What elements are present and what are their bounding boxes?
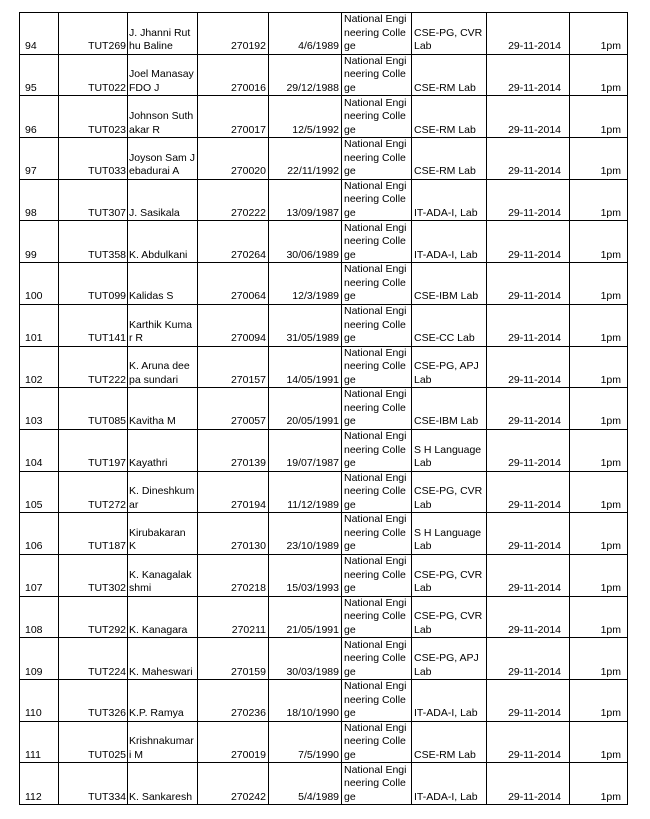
tut-code-cell: TUT358 <box>59 221 128 263</box>
exam-time-cell: 1pm <box>570 596 628 638</box>
exam-time-cell: 1pm <box>570 513 628 555</box>
date-of-birth-cell: 13/09/1987 <box>269 179 342 221</box>
registration-number-cell: 270211 <box>198 596 269 638</box>
registration-number-cell: 270094 <box>198 304 269 346</box>
participant-name-cell: Joel Manasay FDO J <box>128 54 198 96</box>
exam-date-cell: 29-11-2014 <box>487 346 570 388</box>
lab-cell: IT-ADA-I, Lab <box>412 221 487 263</box>
lab-cell: CSE-IBM Lab <box>412 263 487 305</box>
participant-name-cell: K. Kanagalakshmi <box>128 554 198 596</box>
tut-code-cell: TUT269 <box>59 13 128 55</box>
serial-number-cell: 101 <box>20 304 59 346</box>
participant-name-cell: Kayathri <box>128 429 198 471</box>
date-of-birth-cell: 18/10/1990 <box>269 680 342 722</box>
college-cell: National Engineering College <box>342 179 412 221</box>
serial-number-cell: 98 <box>20 179 59 221</box>
lab-cell: CSE-PG, APJ Lab <box>412 638 487 680</box>
serial-number-cell: 99 <box>20 221 59 263</box>
serial-number-cell: 112 <box>20 763 59 805</box>
date-of-birth-cell: 29/12/1988 <box>269 54 342 96</box>
table-row <box>20 346 628 388</box>
exam-time-cell: 1pm <box>570 304 628 346</box>
college-cell: National Engineering College <box>342 638 412 680</box>
participant-name-cell: K. Maheswari <box>128 638 198 680</box>
college-cell: National Engineering College <box>342 54 412 96</box>
date-of-birth-cell: 30/06/1989 <box>269 221 342 263</box>
lab-cell: CSE-RM Lab <box>412 721 487 763</box>
registration-number-cell: 270236 <box>198 680 269 722</box>
tut-code-cell: TUT085 <box>59 388 128 430</box>
exam-time-cell: 1pm <box>570 346 628 388</box>
serial-number-cell: 108 <box>20 596 59 638</box>
participant-name-cell: Johnson Suthakar R <box>128 96 198 138</box>
table-row <box>20 13 628 55</box>
tut-code-cell: TUT307 <box>59 179 128 221</box>
registration-number-cell: 270159 <box>198 638 269 680</box>
serial-number-cell: 104 <box>20 429 59 471</box>
registration-number-cell: 270264 <box>198 221 269 263</box>
tut-code-cell: TUT224 <box>59 638 128 680</box>
tut-code-cell: TUT099 <box>59 263 128 305</box>
tut-code-cell: TUT033 <box>59 138 128 180</box>
college-cell: National Engineering College <box>342 554 412 596</box>
registration-number-cell: 270017 <box>198 96 269 138</box>
college-cell: National Engineering College <box>342 304 412 346</box>
exam-time-cell: 1pm <box>570 13 628 55</box>
lab-cell: S H Language Lab <box>412 513 487 555</box>
serial-number-cell: 106 <box>20 513 59 555</box>
serial-number-cell: 105 <box>20 471 59 513</box>
lab-cell: IT-ADA-I, Lab <box>412 680 487 722</box>
date-of-birth-cell: 4/6/1989 <box>269 13 342 55</box>
exam-time-cell: 1pm <box>570 429 628 471</box>
exam-date-cell: 29-11-2014 <box>487 13 570 55</box>
exam-date-cell: 29-11-2014 <box>487 263 570 305</box>
lab-cell: IT-ADA-I, Lab <box>412 179 487 221</box>
date-of-birth-cell: 5/4/1989 <box>269 763 342 805</box>
date-of-birth-cell: 23/10/1989 <box>269 513 342 555</box>
tut-code-cell: TUT197 <box>59 429 128 471</box>
tut-code-cell: TUT022 <box>59 54 128 96</box>
college-cell: National Engineering College <box>342 96 412 138</box>
participant-name-cell: Kavitha M <box>128 388 198 430</box>
date-of-birth-cell: 31/05/1989 <box>269 304 342 346</box>
lab-cell: CSE-PG, CVR Lab <box>412 596 487 638</box>
participant-name-cell: Kalidas S <box>128 263 198 305</box>
tut-code-cell: TUT326 <box>59 680 128 722</box>
college-cell: National Engineering College <box>342 763 412 805</box>
date-of-birth-cell: 21/05/1991 <box>269 596 342 638</box>
college-cell: National Engineering College <box>342 13 412 55</box>
serial-number-cell: 97 <box>20 138 59 180</box>
table-row <box>20 138 628 180</box>
table-row <box>20 54 628 96</box>
serial-number-cell: 110 <box>20 680 59 722</box>
exam-time-cell: 1pm <box>570 54 628 96</box>
participant-name-cell: J. Sasikala <box>128 179 198 221</box>
exam-date-cell: 29-11-2014 <box>487 596 570 638</box>
serial-number-cell: 107 <box>20 554 59 596</box>
tut-code-cell: TUT141 <box>59 304 128 346</box>
lab-cell: CSE-CC Lab <box>412 304 487 346</box>
exam-date-cell: 29-11-2014 <box>487 638 570 680</box>
table-row <box>20 471 628 513</box>
table-row <box>20 179 628 221</box>
participant-name-cell: K. Abdulkani <box>128 221 198 263</box>
tut-code-cell: TUT187 <box>59 513 128 555</box>
registration-number-cell: 270139 <box>198 429 269 471</box>
serial-number-cell: 96 <box>20 96 59 138</box>
registration-number-cell: 270019 <box>198 721 269 763</box>
college-cell: National Engineering College <box>342 138 412 180</box>
table-row <box>20 680 628 722</box>
serial-number-cell: 102 <box>20 346 59 388</box>
college-cell: National Engineering College <box>342 471 412 513</box>
exam-date-cell: 29-11-2014 <box>487 221 570 263</box>
exam-date-cell: 29-11-2014 <box>487 513 570 555</box>
table-body <box>20 13 628 805</box>
exam-date-cell: 29-11-2014 <box>487 680 570 722</box>
tut-code-cell: TUT272 <box>59 471 128 513</box>
exam-time-cell: 1pm <box>570 471 628 513</box>
registration-number-cell: 270157 <box>198 346 269 388</box>
registration-number-cell: 270064 <box>198 263 269 305</box>
exam-date-cell: 29-11-2014 <box>487 96 570 138</box>
exam-time-cell: 1pm <box>570 680 628 722</box>
date-of-birth-cell: 19/07/1987 <box>269 429 342 471</box>
serial-number-cell: 94 <box>20 13 59 55</box>
table-row <box>20 554 628 596</box>
tut-code-cell: TUT222 <box>59 346 128 388</box>
college-cell: National Engineering College <box>342 221 412 263</box>
lab-cell: CSE-RM Lab <box>412 138 487 180</box>
participant-name-cell: J. Jhanni Ruthu Baline <box>128 13 198 55</box>
participant-table <box>19 12 628 805</box>
exam-time-cell: 1pm <box>570 388 628 430</box>
table-row <box>20 96 628 138</box>
date-of-birth-cell: 11/12/1989 <box>269 471 342 513</box>
date-of-birth-cell: 7/5/1990 <box>269 721 342 763</box>
participant-name-cell: K. Dineshkumar <box>128 471 198 513</box>
exam-date-cell: 29-11-2014 <box>487 471 570 513</box>
exam-date-cell: 29-11-2014 <box>487 304 570 346</box>
tut-code-cell: TUT334 <box>59 763 128 805</box>
tut-code-cell: TUT302 <box>59 554 128 596</box>
exam-date-cell: 29-11-2014 <box>487 54 570 96</box>
table-row <box>20 763 628 805</box>
college-cell: National Engineering College <box>342 721 412 763</box>
exam-date-cell: 29-11-2014 <box>487 179 570 221</box>
exam-time-cell: 1pm <box>570 638 628 680</box>
serial-number-cell: 103 <box>20 388 59 430</box>
lab-cell: CSE-RM Lab <box>412 96 487 138</box>
table-row <box>20 429 628 471</box>
exam-time-cell: 1pm <box>570 554 628 596</box>
lab-cell: CSE-PG, CVR Lab <box>412 13 487 55</box>
participant-name-cell: K. Kanagara <box>128 596 198 638</box>
date-of-birth-cell: 15/03/1993 <box>269 554 342 596</box>
exam-time-cell: 1pm <box>570 96 628 138</box>
table-row <box>20 596 628 638</box>
table-row <box>20 638 628 680</box>
table-row <box>20 304 628 346</box>
exam-time-cell: 1pm <box>570 179 628 221</box>
date-of-birth-cell: 30/03/1989 <box>269 638 342 680</box>
date-of-birth-cell: 20/05/1991 <box>269 388 342 430</box>
registration-number-cell: 270057 <box>198 388 269 430</box>
college-cell: National Engineering College <box>342 596 412 638</box>
registration-number-cell: 270242 <box>198 763 269 805</box>
lab-cell: S H Language Lab <box>412 429 487 471</box>
exam-date-cell: 29-11-2014 <box>487 138 570 180</box>
college-cell: National Engineering College <box>342 513 412 555</box>
registration-number-cell: 270192 <box>198 13 269 55</box>
registration-number-cell: 270020 <box>198 138 269 180</box>
date-of-birth-cell: 22/11/1992 <box>269 138 342 180</box>
table-row <box>20 721 628 763</box>
lab-cell: CSE-IBM Lab <box>412 388 487 430</box>
table-row <box>20 263 628 305</box>
exam-time-cell: 1pm <box>570 763 628 805</box>
college-cell: National Engineering College <box>342 680 412 722</box>
registration-number-cell: 270222 <box>198 179 269 221</box>
college-cell: National Engineering College <box>342 346 412 388</box>
serial-number-cell: 95 <box>20 54 59 96</box>
exam-date-cell: 29-11-2014 <box>487 763 570 805</box>
lab-cell: CSE-PG, APJ Lab <box>412 346 487 388</box>
registration-number-cell: 270016 <box>198 54 269 96</box>
participant-name-cell: Kirubakaran K <box>128 513 198 555</box>
participant-name-cell: K. Aruna deepa sundari <box>128 346 198 388</box>
date-of-birth-cell: 14/05/1991 <box>269 346 342 388</box>
participant-name-cell: K.P. Ramya <box>128 680 198 722</box>
participant-name-cell: Joyson Sam Jebadurai A <box>128 138 198 180</box>
college-cell: National Engineering College <box>342 429 412 471</box>
lab-cell: IT-ADA-I, Lab <box>412 763 487 805</box>
table-row <box>20 221 628 263</box>
tut-code-cell: TUT292 <box>59 596 128 638</box>
participant-name-cell: K. Sankaresh <box>128 763 198 805</box>
participant-name-cell: Karthik Kumar R <box>128 304 198 346</box>
lab-cell: CSE-RM Lab <box>412 54 487 96</box>
exam-date-cell: 29-11-2014 <box>487 429 570 471</box>
date-of-birth-cell: 12/5/1992 <box>269 96 342 138</box>
exam-date-cell: 29-11-2014 <box>487 554 570 596</box>
college-cell: National Engineering College <box>342 388 412 430</box>
exam-date-cell: 29-11-2014 <box>487 721 570 763</box>
exam-time-cell: 1pm <box>570 138 628 180</box>
exam-date-cell: 29-11-2014 <box>487 388 570 430</box>
date-of-birth-cell: 12/3/1989 <box>269 263 342 305</box>
lab-cell: CSE-PG, CVR Lab <box>412 471 487 513</box>
table-row <box>20 388 628 430</box>
exam-time-cell: 1pm <box>570 263 628 305</box>
participant-name-cell: Krishnakumari M <box>128 721 198 763</box>
participant-list-sheet <box>19 12 628 805</box>
registration-number-cell: 270194 <box>198 471 269 513</box>
tut-code-cell: TUT025 <box>59 721 128 763</box>
registration-number-cell: 270130 <box>198 513 269 555</box>
tut-code-cell: TUT023 <box>59 96 128 138</box>
exam-time-cell: 1pm <box>570 221 628 263</box>
table-row <box>20 513 628 555</box>
registration-number-cell: 270218 <box>198 554 269 596</box>
serial-number-cell: 109 <box>20 638 59 680</box>
serial-number-cell: 111 <box>20 721 59 763</box>
exam-time-cell: 1pm <box>570 721 628 763</box>
college-cell: National Engineering College <box>342 263 412 305</box>
lab-cell: CSE-PG, CVR Lab <box>412 554 487 596</box>
serial-number-cell: 100 <box>20 263 59 305</box>
